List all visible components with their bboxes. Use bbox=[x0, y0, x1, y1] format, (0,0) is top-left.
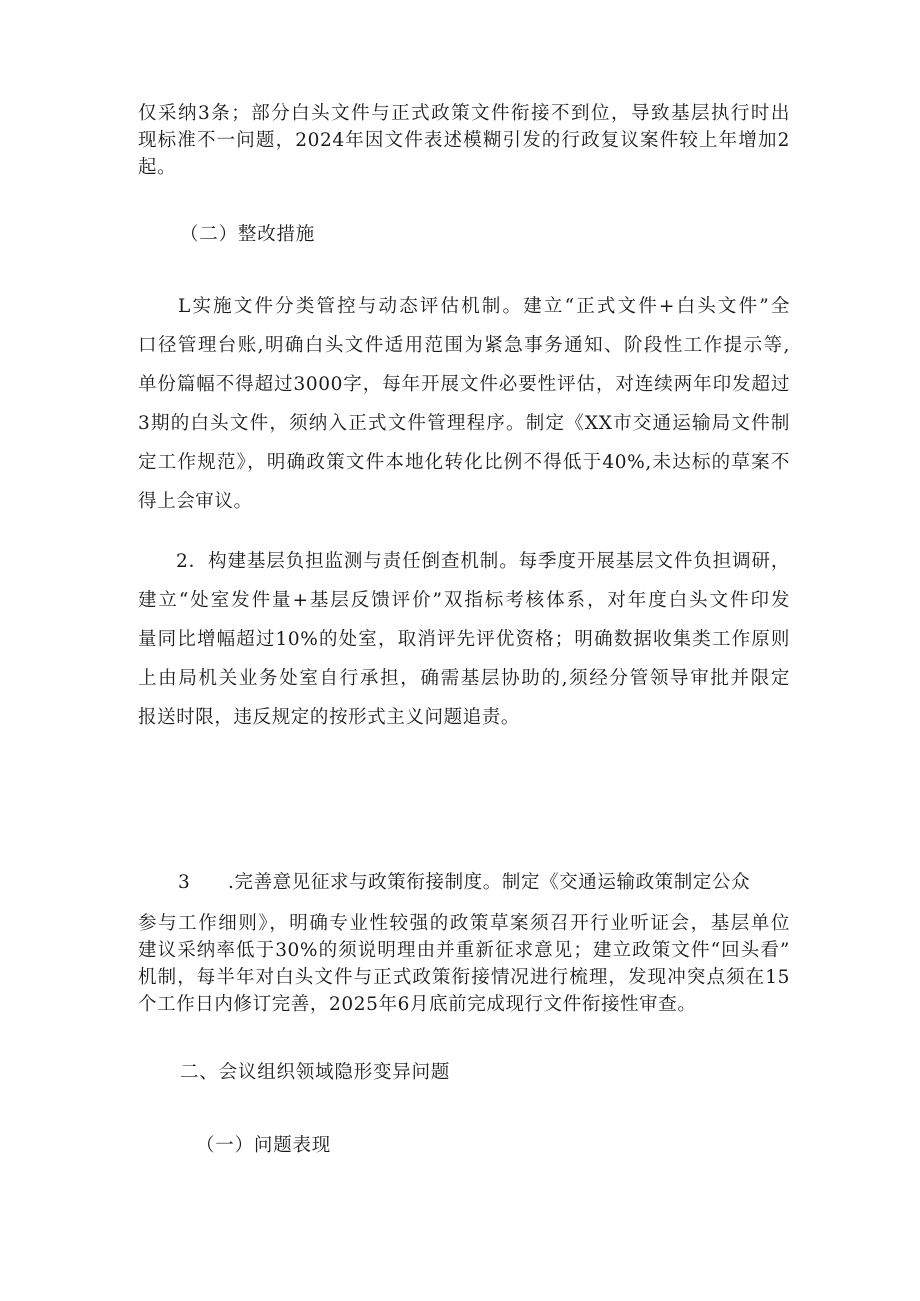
text-line: 建立“处室发件量+基层反馈评价”双指标考核体系，对年度白头文件印发 bbox=[138, 590, 790, 611]
text-line: 上由局机关业务处室自行承担，确需基层协助的,须经分管领导审批并限定 bbox=[138, 668, 790, 689]
paragraph-item-1 bbox=[138, 287, 790, 521]
item-3-number: 3 bbox=[178, 872, 191, 893]
text-line: 口径管理台账,明确白头文件适用范围为紧急事务通知、阶段性工作提示等, bbox=[138, 335, 790, 356]
text-line: 建议采纳率低于30%的须说明理由并重新征求意见；建立政策文件“回头看” bbox=[138, 940, 790, 961]
paragraph-continued bbox=[138, 100, 790, 181]
item-3-first-line-text: .完善意见征求与政策衔接制度。制定《交通运输政策制定公众 bbox=[228, 872, 751, 893]
text-line: 量同比增幅超过10%的处室，取消评先评优资格；明确数据收集类工作原则 bbox=[138, 629, 790, 650]
text-line: 单份篇幅不得超过3000字，每年开展文件必要性评估，对连续两年印发超过 bbox=[138, 374, 790, 395]
text-line: 2．构建基层负担监测与责任倒查机制。每季度开展基层文件负担调研， bbox=[176, 551, 790, 572]
text-line: 得上会审议。 bbox=[138, 491, 253, 512]
item-3-first-line bbox=[138, 868, 790, 898]
heading-section-2: 二、会议组织领域隐形变异问题 bbox=[180, 1062, 451, 1083]
heading-rectification-measures: （二）整改措施 bbox=[180, 224, 316, 245]
text-line: 仅采纳3条；部分白头文件与正式政策文件衔接不到位，导致基层执行时出 bbox=[138, 103, 790, 124]
paragraph-item-3 bbox=[138, 868, 790, 1018]
item-3-remaining-lines bbox=[138, 910, 790, 1018]
text-line: L实施文件分类管控与动态评估机制。建立“正式文件+白头文件”全 bbox=[178, 296, 790, 317]
text-line: 机制，每半年对白头文件与正式政策衔接情况进行梳理，发现冲突点须在15 bbox=[138, 967, 790, 988]
heading-problem-manifestations: （一）问题表现 bbox=[196, 1135, 332, 1156]
text-line: 参与工作细则》，明确专业性较强的政策草案须召开行业听证会，基层单位 bbox=[138, 913, 790, 934]
text-line: 个工作日内修订完善，2025年6月底前完成现行文件衔接性审查。 bbox=[138, 994, 697, 1015]
text-line: 报送时限，违反规定的按形式主义问题追责。 bbox=[138, 707, 521, 728]
text-line: 3期的白头文件，须纳入正式文件管理程序。制定《XX市交通运输局文件制 bbox=[138, 413, 790, 434]
text-line: 定工作规范》，明确政策文件本地化转化比例不得低于40%,未达标的草案不 bbox=[138, 452, 790, 473]
text-line: 起。 bbox=[138, 157, 177, 178]
text-line: 现标准不一问题，2024年因文件表述模糊引发的行政复议案件较上年增加2 bbox=[138, 130, 790, 151]
paragraph-item-2 bbox=[138, 542, 790, 737]
